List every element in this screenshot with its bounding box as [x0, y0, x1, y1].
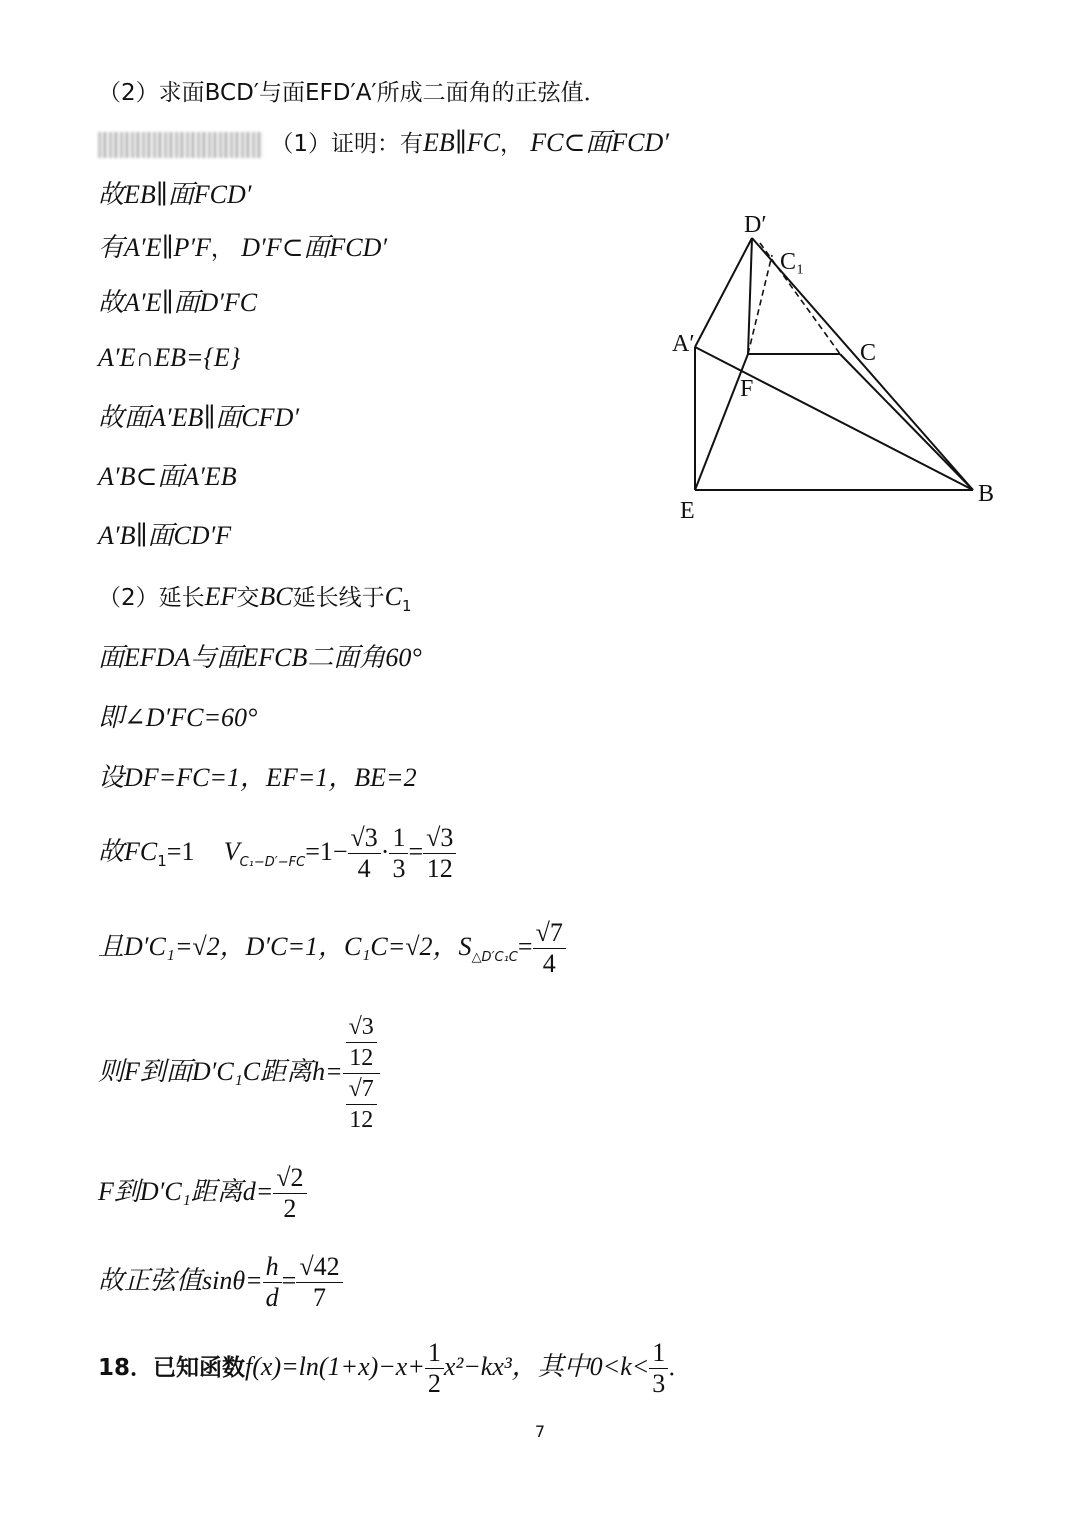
- label-A: A′: [672, 331, 695, 357]
- compound-fraction: $\frac{\frac{√3}{12}}{\frac{√7}{12}}$: [343, 1012, 380, 1135]
- fraction: $\frac{1}{2}$: [425, 1338, 444, 1399]
- label-E: E: [680, 498, 695, 524]
- solution-line-4: 故A′E∥面D′FC: [98, 288, 258, 317]
- fraction: $\frac{√2}{2}$: [273, 1163, 306, 1224]
- edge-AB: [695, 347, 973, 490]
- label-D: D′: [744, 212, 767, 238]
- page-number: 7: [534, 1422, 546, 1441]
- edge-CB: [840, 354, 973, 490]
- fraction: $\frac{h}{d}$: [263, 1252, 282, 1313]
- fraction: $\frac{1}{3}$: [649, 1338, 668, 1399]
- fraction: $\frac{1}{3}$: [389, 823, 408, 884]
- solution-line-5: A′E∩EB={E}: [98, 343, 241, 372]
- question-2-text: （2）求面BCD′与面EFD′A′所成二面角的正弦值．: [98, 80, 607, 106]
- label-C: C: [860, 340, 877, 366]
- figure-edges: [695, 238, 973, 490]
- solution-line-6: 故面A′EB∥面CFD′: [98, 403, 300, 432]
- part2-line-6: 且D′C₁=√2，D′C=1，C₁C=√2，$S_{\triangle D'C_1C}=$ $\frac{√7}{4}$: [98, 918, 566, 979]
- part2-line-9: 故正弦值sinθ= $\frac{h}{d}$ = $\frac{√42}{7}$: [98, 1252, 343, 1313]
- edge-DF: [748, 238, 752, 354]
- part2-line-4: 设DF=FC=1，EF=1，BE=2: [98, 763, 417, 792]
- geometry-figure: [660, 205, 1020, 535]
- part2-line-3: 即∠D′FC=60°: [98, 703, 258, 732]
- solution-line-2: 故EB∥面FCD′: [98, 180, 252, 209]
- part2-line-5: 故$FC_1=1$ $V_{C_1-D'-FC}=1-$ $\frac{√3}{4}$ · $\frac{1}{3}$ = $\frac{√3}{12}$: [98, 823, 456, 884]
- edge-EF: [695, 354, 748, 490]
- part2-line-2: 面EFDA与面EFCB二面角60°: [98, 643, 422, 672]
- blurred-watermark: [98, 132, 263, 158]
- solution-line-7: A′B⊂面A′EB: [98, 462, 237, 491]
- label-B: B: [978, 481, 995, 507]
- fraction: $\frac{√3}{12}$: [423, 823, 456, 884]
- fraction: $\frac{√3}{4}$: [348, 823, 381, 884]
- label-C1: C₁: [780, 249, 805, 275]
- question-18: 18．已知函数f(x)=ln(1+x)−x+ $\frac{1}{2}$ x²−kx³，其中0<k< $\frac{1}{3}$ ．: [98, 1338, 692, 1398]
- solution-line-8: A′B∥面CD′F: [98, 521, 232, 550]
- label-F: F: [740, 376, 754, 402]
- edge-DA: [695, 238, 752, 347]
- part2-line-8: F到D′C₁距离d= $\frac{√2}{2}$: [98, 1163, 307, 1224]
- solution-line-3: 有A′E∥P′F， D′F⊂面FCD′: [98, 233, 388, 262]
- fraction: $\frac{√42}{7}$: [296, 1252, 342, 1313]
- fraction: $\frac{√7}{4}$: [533, 918, 566, 979]
- part2-line-1: （2）延长EF交BC延长线于$C_1$: [98, 582, 412, 615]
- solution-line-1: （1）证明：有EB∥FC， FC⊂面FCD′: [98, 128, 669, 159]
- part2-line-7: 则F到面D′C₁C距离h= $\frac{\frac{√3}{12}}{\frac{√7}{12}}$: [98, 1012, 380, 1135]
